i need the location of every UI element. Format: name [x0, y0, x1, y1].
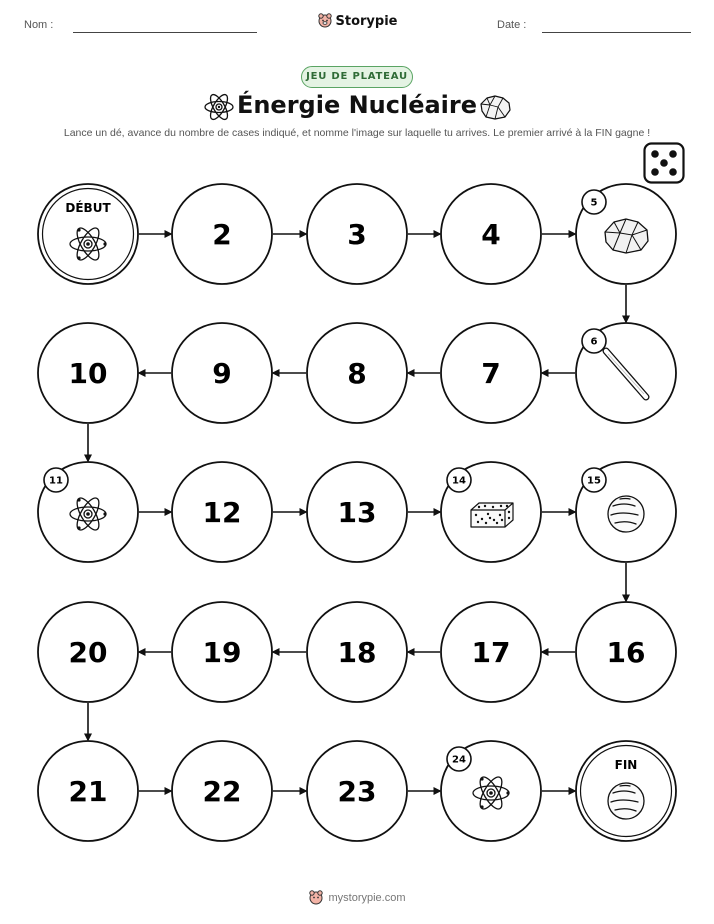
board-space-23[interactable]	[307, 741, 407, 841]
board-space-15[interactable]	[576, 462, 676, 562]
instructions: Lance un dé, avance du nombre de cases indiqué, et nomme l'image sur laquelle tu arrives. Le premier arrivé à la FIN gagne !	[63, 127, 651, 139]
board-space-12[interactable]	[172, 462, 272, 562]
board-space-2[interactable]	[172, 184, 272, 284]
board-space-20[interactable]	[38, 602, 138, 702]
space-number-badge: 6	[590, 336, 598, 348]
board-space-6[interactable]	[576, 323, 676, 423]
board-space-24[interactable]	[441, 741, 541, 841]
board-space-14[interactable]	[441, 462, 541, 562]
board-space-9[interactable]	[172, 323, 272, 423]
board-space-18[interactable]	[307, 602, 407, 702]
space-number: 13	[337, 496, 377, 529]
space-number: 20	[68, 636, 108, 669]
board-space-4[interactable]	[441, 184, 541, 284]
brand-name: Storypie	[335, 14, 398, 29]
ball-icon	[608, 783, 644, 819]
game-type-badge: JEU DE PLATEAU	[301, 66, 413, 88]
start-label: DÉBUT	[65, 201, 111, 215]
board-space-13[interactable]	[307, 462, 407, 562]
start-space[interactable]	[38, 184, 138, 284]
space-number: 10	[68, 357, 108, 390]
space-number: 4	[481, 218, 501, 251]
board-space-10[interactable]	[38, 323, 138, 423]
board-space-16[interactable]	[576, 602, 676, 702]
space-number-badge: 24	[452, 754, 466, 766]
board-space-22[interactable]	[172, 741, 272, 841]
board-space-7[interactable]	[441, 323, 541, 423]
board-space-8[interactable]	[307, 323, 407, 423]
date-label: Date :	[497, 19, 527, 31]
finish-space[interactable]	[576, 741, 676, 841]
space-number: 3	[347, 218, 367, 251]
board-space-5[interactable]	[576, 184, 676, 284]
space-number-badge: 15	[587, 475, 601, 487]
finish-label: FIN	[614, 758, 638, 772]
space-number: 21	[68, 775, 108, 808]
space-number: 16	[606, 636, 646, 669]
board-space-3[interactable]	[307, 184, 407, 284]
space-number: 7	[481, 357, 501, 390]
space-number: 18	[337, 636, 377, 669]
space-number: 9	[212, 357, 232, 390]
space-number: 22	[202, 775, 242, 808]
space-number: 2	[212, 218, 232, 251]
footer-url: mystorypie.com	[328, 892, 406, 904]
space-number: 8	[347, 357, 367, 390]
space-number: 12	[202, 496, 242, 529]
footer	[0, 889, 714, 905]
name-label: Nom :	[24, 19, 54, 31]
space-number: 23	[337, 775, 377, 808]
board-space-21[interactable]	[38, 741, 138, 841]
mascot-icon	[308, 889, 324, 905]
page-title: Énergie Nucléaire	[236, 91, 478, 119]
space-number-badge: 5	[590, 197, 598, 209]
board-space-17[interactable]	[441, 602, 541, 702]
board-space-11[interactable]	[38, 462, 138, 562]
space-number: 17	[471, 636, 511, 669]
ball-icon	[608, 496, 644, 532]
sponge-block-icon	[471, 503, 513, 527]
space-number-badge: 11	[49, 475, 63, 487]
space-number-badge: 14	[452, 475, 466, 487]
board-space-19[interactable]	[172, 602, 272, 702]
space-number: 19	[202, 636, 242, 669]
